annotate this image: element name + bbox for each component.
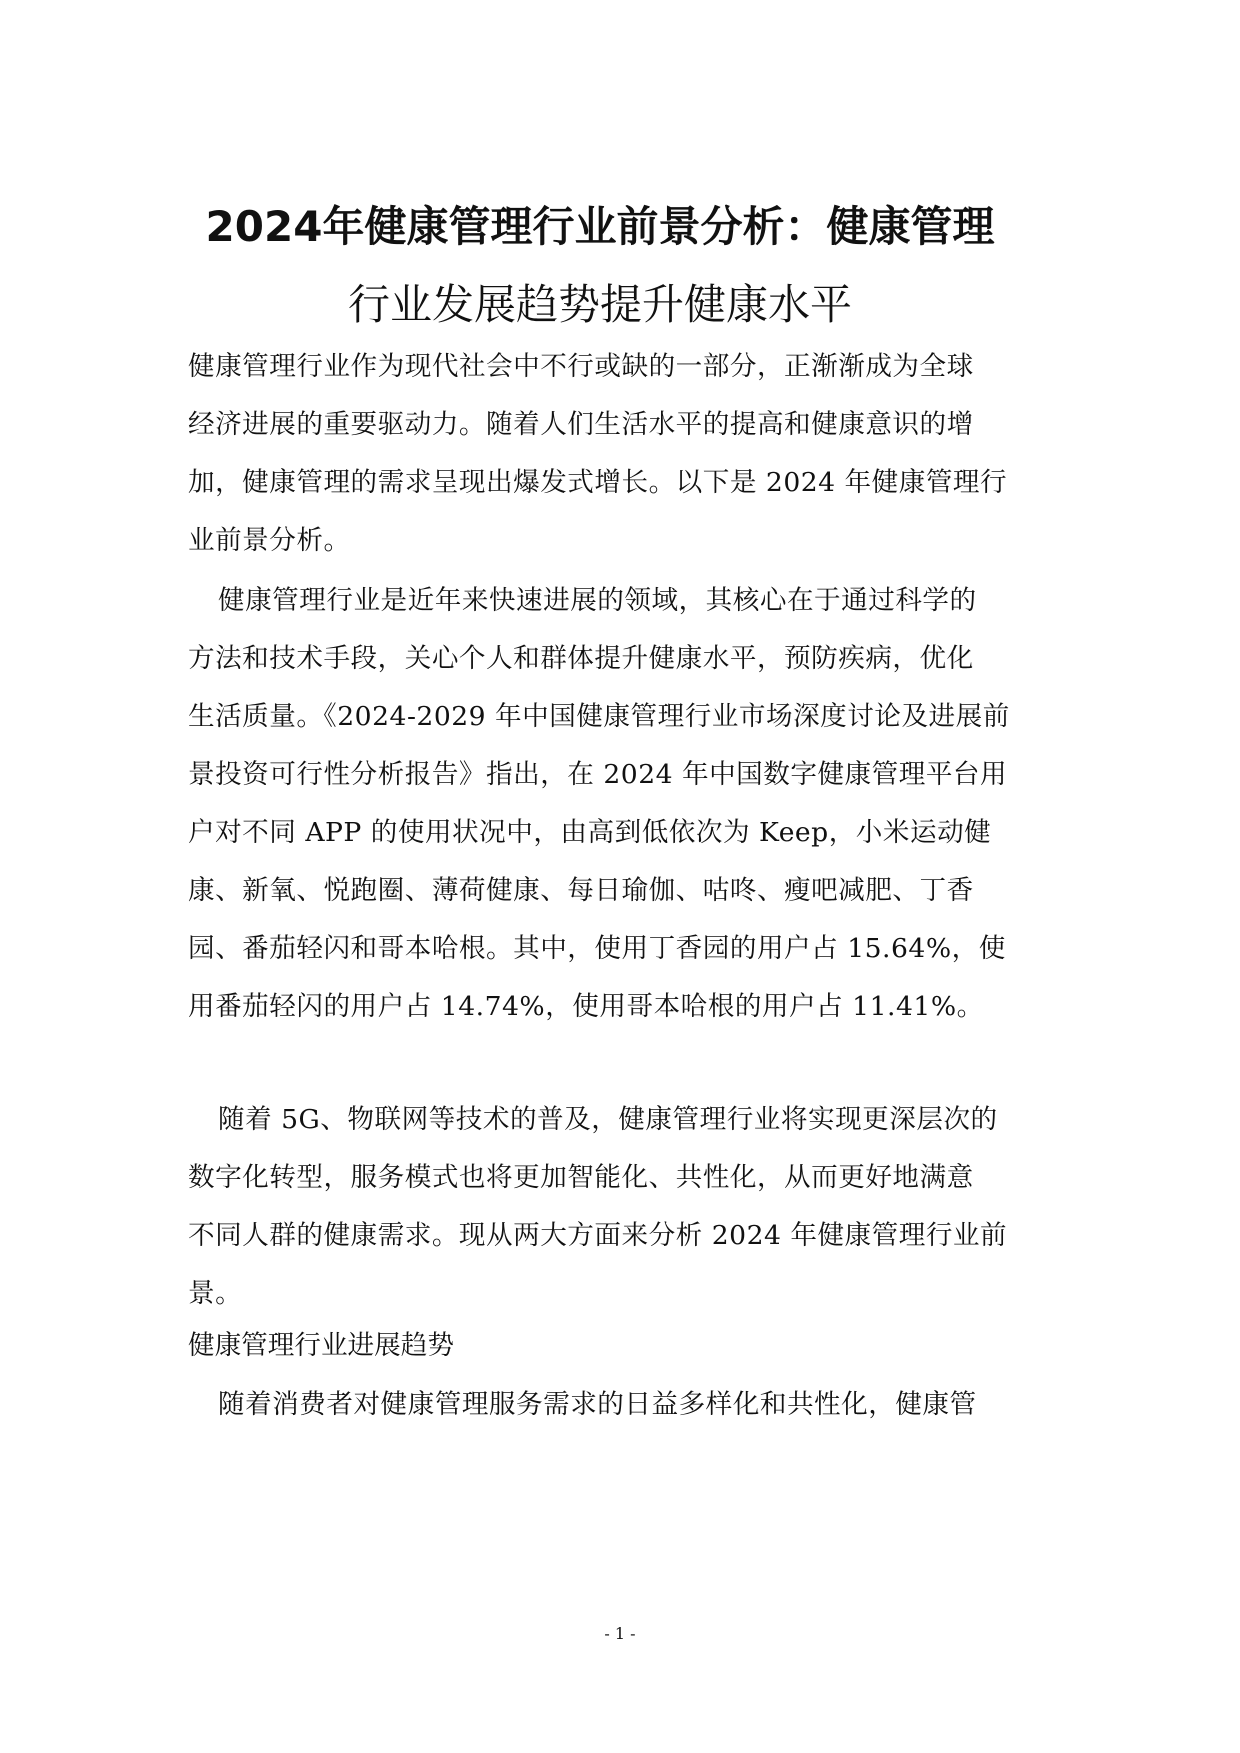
paragraph-line: 生活质量。《2024-2029 年中国健康管理行业市场深度讨论及进展前 [188,701,1010,732]
paragraph-line: 经济进展的重要驱动力。随着人们生活水平的提高和健康意识的增 [188,409,974,440]
paragraph-line: 用番茄轻闪的用户占 14.74%，使用哥本哈根的用户占 11.41%。 [188,991,984,1022]
paragraph-line: 康、新氧、悦跑圈、薄荷健康、每日瑜伽、咕咚、瘦吧减肥、丁香 [188,875,974,906]
paragraph-line: 健康管理行业是近年来快速进展的领域，其核心在于通过科学的 [218,585,977,616]
paragraph-line: 健康管理行业作为现代社会中不行或缺的一部分，正渐渐成为全球 [188,351,974,382]
paragraph-line: 景。 [188,1278,243,1309]
paragraph-line: 不同人群的健康需求。现从两大方面来分析 2024 年健康管理行业前 [188,1220,1008,1251]
document-title-line-1 [150,185,1050,269]
paragraph-line: 方法和技术手段，关心个人和群体提升健康水平，预防疾病，优化 [188,643,974,674]
paragraph-line: 业前景分析。 [188,525,351,556]
paragraph-line: 数字化转型，服务模式也将更加智能化、共性化，从而更好地满意 [188,1162,974,1193]
paragraph-line: 随着消费者对健康管理服务需求的日益多样化和共性化，健康管 [218,1389,977,1420]
paragraph-line: 随着 5G、物联网等技术的普及，健康管理行业将实现更深层次的 [218,1104,998,1135]
paragraph-line: 景投资可行性分析报告》指出，在 2024 年中国数字健康管理平台用 [188,759,1008,790]
document-title-line-2: 行业发展趋势提升健康水平 [347,280,852,329]
paragraph-line: 加，健康管理的需求呈现出爆发式增长。以下是 2024 年健康管理行 [188,467,1008,498]
title-year: 2024 [205,202,323,251]
page-number: - 1 - [604,1624,636,1643]
paragraph-line: 户对不同 APP 的使用状况中，由高到低依次为 Keep，小米运动健 [188,817,992,848]
paragraph-line: 园、番茄轻闪和哥本哈根。其中，使用丁香园的用户占 15.64%，使 [188,933,1006,964]
section-heading: 健康管理行业进展趋势 [188,1330,454,1361]
title-text: 年健康管理行业前景分析：健康管理 [322,202,995,251]
